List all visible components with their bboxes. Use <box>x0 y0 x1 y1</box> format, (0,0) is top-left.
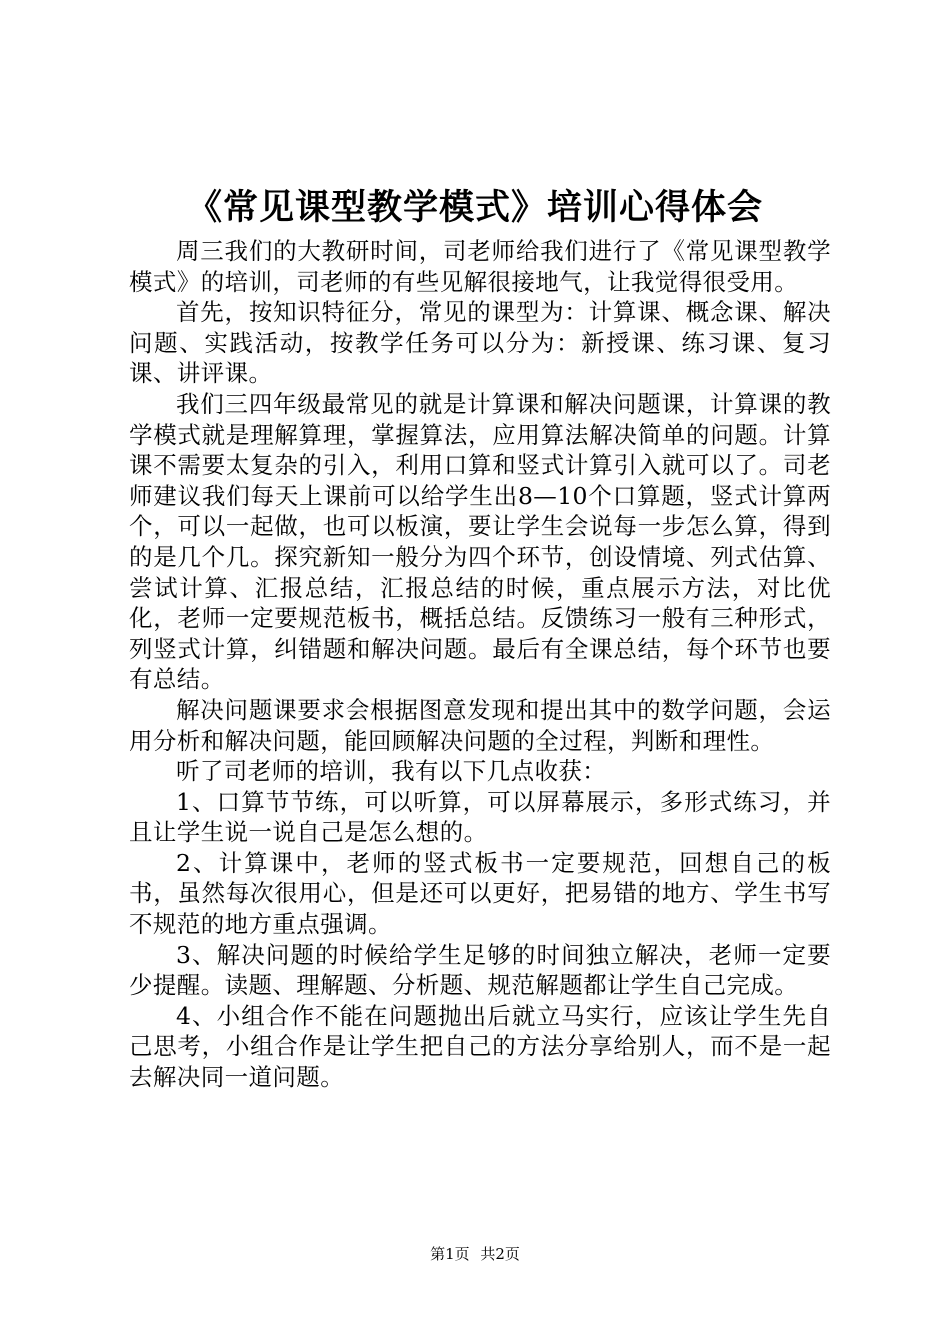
page-footer <box>0 1243 950 1265</box>
paragraph-intro: 周三我们的大教研时间，司老师给我们进行了《常见课型教学模式》的培训，司老师的有些见解很接地气，让我觉得很受用。 <box>129 237 831 296</box>
paragraph-gain-3: 3、解决问题的时候给学生足够的时间独立解决，老师一定要少提醒。读题、理解题、分析题、规范解题都让学生自己完成。 <box>129 940 831 1000</box>
paragraph-gain-2: 2、计算课中，老师的竖式板书一定要规范，回想自己的板书，虽然每次很用心，但是还可以更好，把易错的地方、学生书写不规范的地方重点强调。 <box>129 848 831 939</box>
page-number: 第1页 <box>430 1245 470 1263</box>
paragraph-gains-intro: 听了司老师的培训，我有以下几点收获： <box>176 757 607 786</box>
page-total: 共2页 <box>480 1245 520 1263</box>
document-body <box>129 236 831 1093</box>
paragraph-calculation-lessons: 我们三四年级最常见的就是计算课和解决问题课，计算课的教学模式就是理解算理，掌握算法，应用算法解决简单的问题。计算课不需要太复杂的引入，利用口算和竖式计算引入就可以了。司老师建议我们每天上课前可以给学生出8—10个口算题，竖式计算两个，可以一起做，也可以板演，要让学生会说每一步怎么算，得到的是几个几。探究新知一般分为四个环节，创设情境、列式估算、尝试计算、汇报总结，汇报总结的时候，重点展示方法，对比优化，老师一定要规范板书，概括总结。反馈练习一般有三种形式，列竖式计算，纠错题和解决问题。最后有全课总结，每个环节也要有总结。 <box>129 389 831 694</box>
paragraph-problem-solving: 解决问题课要求会根据图意发现和提出其中的数学问题，会运用分析和解决问题，能回顾解决问题的全过程，判断和理性。 <box>129 695 831 755</box>
paragraph-gain-1: 1、口算节节练，可以听算，可以屏幕展示，多形式练习，并且让学生说一说自己是怎么想的。 <box>129 787 831 847</box>
paragraph-lesson-types: 首先，按知识特征分，常见的课型为：计算课、概念课、解决问题、实践活动，按教学任务可以分为：新授课、练习课、复习课、讲评课。 <box>129 298 831 388</box>
paragraph-gain-4: 4、小组合作不能在问题抛出后就立马实行，应该让学生先自己思考，小组合作是让学生把自己的方法分享给别人，而不是一起去解决同一道问题。 <box>129 1001 831 1092</box>
document-title: 《常见课型教学模式》培训心得体会 <box>186 187 763 228</box>
